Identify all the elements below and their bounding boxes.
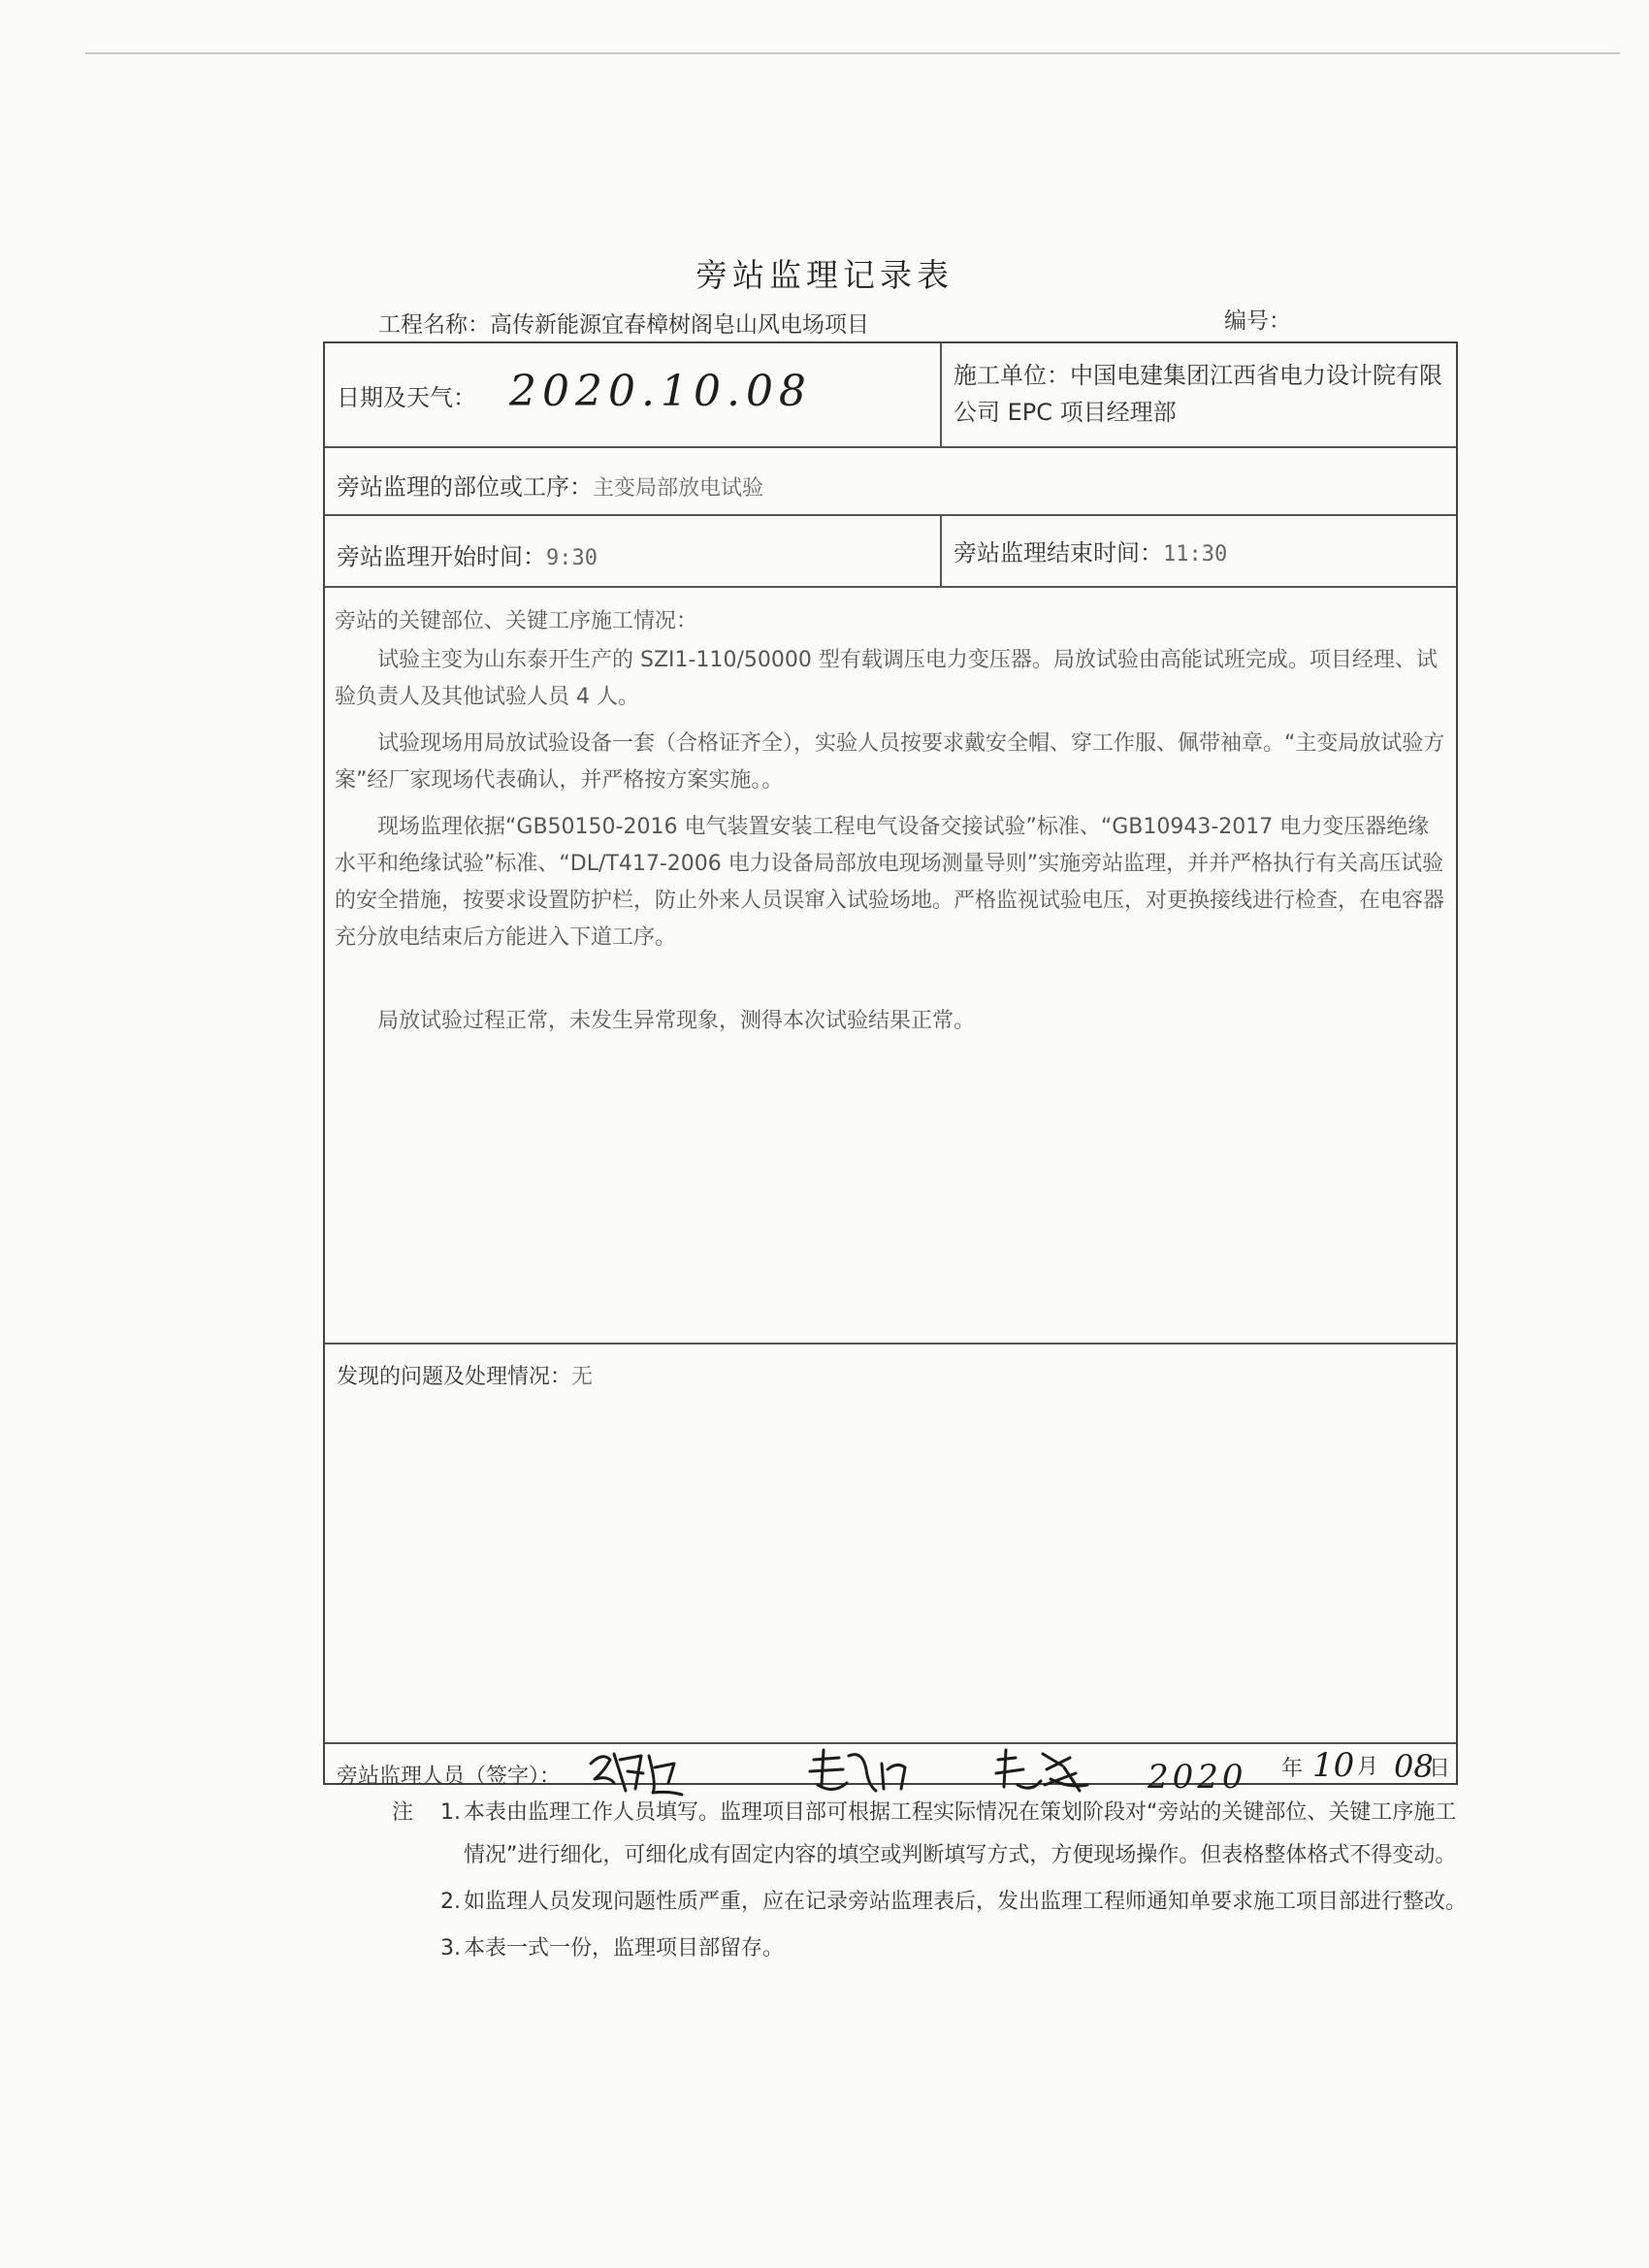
contractor-label: 施工单位：中国电建集团江西省电力设计院有限公司 EPC 项目经理部 (954, 362, 1442, 426)
note-text: 本表一式一份，监理项目部留存。 (464, 1936, 785, 1960)
project-name: 工程名称：高传新能源宜春樟树阁皂山风电场项目 (378, 312, 869, 338)
problems-value: 无 (571, 1365, 594, 1389)
key-paragraph: 现场监理依据“GB50150-2016 电气装置安装工程电气设备交接试验”标准、“GB10943-2017 电力变压器绝缘水平和绝缘试验”标准、“DL/T417-2006 电力设备局部放电现场测量导则”实施旁站监理，并并严格执行有关高压试验的安全措施，按要求设置防护栏，防止外来人员误窜入试验场地。严格监视试验电压，对更换接线进行检查，在电容器充分放电结束后方能进入下道工序。 (335, 815, 1445, 950)
signature-label: 旁站监理人员（签字）： (337, 1765, 562, 1789)
problems-label: 发现的问题及处理情况： (337, 1365, 572, 1389)
notes-label: 注 (392, 1800, 414, 1825)
position-label (337, 468, 763, 502)
document-title: 旁站监理记录表 (695, 256, 954, 294)
notes (392, 1792, 1469, 1970)
note-item (392, 1792, 1469, 1877)
note-text: 如监理人员发现问题性质严重，应在记录旁站监理表后，发出监理工程师通知单要求施工项目部进行整改。 (464, 1890, 1468, 1914)
key-paragraph: 局放试验过程正常，未发生异常现象，测得本次试验结果正常。 (377, 1009, 976, 1033)
start-time-value: 9:30 (546, 546, 598, 570)
end-time-value: 11:30 (1163, 542, 1228, 567)
note-number: 2. (440, 1890, 461, 1914)
row-divider (325, 1742, 1456, 1744)
date-weather-label: 日期及天气： (337, 384, 476, 411)
column-divider (940, 343, 942, 446)
end-time (954, 534, 1227, 567)
note-number: 3. (440, 1936, 461, 1960)
year-label: 年 (1281, 1757, 1304, 1781)
scan-top-rule (85, 52, 1620, 54)
column-divider (940, 514, 942, 586)
signature-day: 08 (1394, 1748, 1434, 1785)
key-paragraph: 试验现场用局放试验设备一套（合格证齐全），实验人员按要求戴安全帽、穿工作服、佩带袖章。“主变局放试验方案”经厂家现场代表确认，并严格按方案实施。。 (335, 731, 1445, 793)
end-time-label: 旁站监理结束时间： (954, 539, 1163, 567)
row-divider (325, 586, 1456, 588)
problems (337, 1360, 593, 1390)
signature-month: 10 (1312, 1746, 1355, 1785)
signature-year: 2020 (1148, 1758, 1247, 1797)
key-paragraph: 试验主变为山东泰开生产的 SZI1-110/50000 型有载调压电力变压器。局放试验由高能试班完成。项目经理、试验负责人及其他试验人员 4 人。 (335, 648, 1438, 709)
row-divider (325, 514, 1456, 516)
key-section-title: 旁站的关键部位、关键工序施工情况： (335, 609, 698, 633)
day-label: 日 (1429, 1757, 1451, 1781)
position-value: 主变局部放电试验 (593, 476, 764, 501)
note-item (392, 1928, 1469, 1970)
start-time (337, 537, 598, 571)
record-form (323, 341, 1458, 1797)
date-handwritten: 2020.10.08 (509, 367, 812, 416)
note-item (392, 1881, 1469, 1924)
document-number: 编号： (1224, 308, 1291, 334)
month-label: 月 (1357, 1755, 1379, 1779)
row-divider (325, 1343, 1456, 1345)
note-text: 本表由监理工作人员填写。监理项目部可根据工程实际情况在策划阶段对“旁站的关键部位、关键工序施工情况”进行细化，可细化成有固定内容的填空或判断填写方式，方便现场操作。但表格整体格式不得变动。 (464, 1800, 1457, 1867)
position-label-text: 旁站监理的部位或工序： (337, 473, 593, 501)
note-number: 1. (440, 1800, 461, 1825)
row-divider (325, 446, 1456, 448)
start-time-label: 旁站监理开始时间： (337, 543, 546, 570)
